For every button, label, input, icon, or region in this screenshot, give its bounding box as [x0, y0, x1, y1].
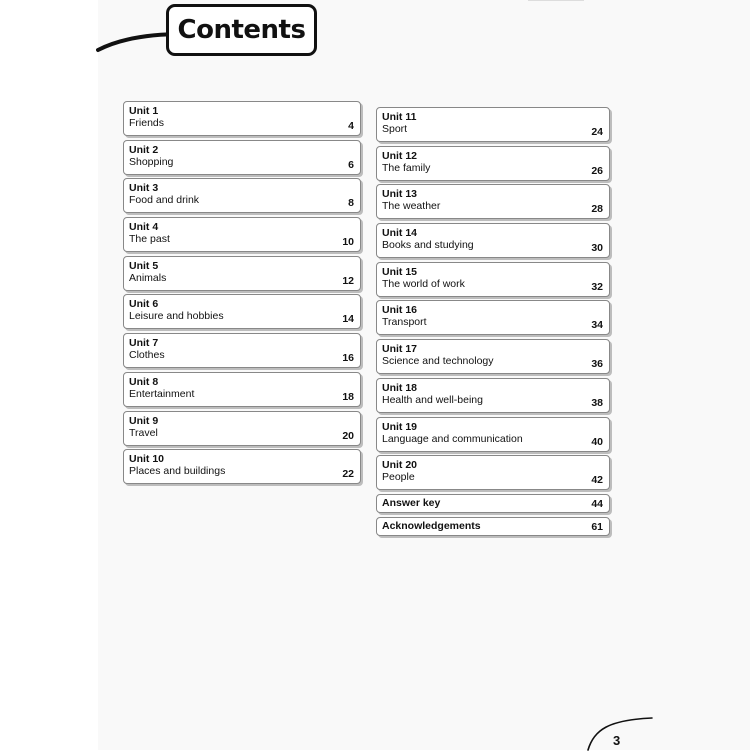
page-reference: 12 [342, 274, 354, 287]
toc-entry-unit-10[interactable] [123, 449, 361, 484]
unit-title: Places and buildings [129, 465, 226, 478]
toc-entry-unit-11[interactable] [376, 107, 610, 142]
page-reference: 10 [342, 236, 354, 249]
page-reference: 38 [591, 396, 603, 409]
unit-title: The weather [382, 200, 441, 213]
unit-number: Unit 16 [382, 304, 418, 317]
unit-title: The family [382, 161, 431, 174]
unit-title: Science and technology [382, 355, 494, 368]
unit-number: Unit 17 [382, 343, 418, 356]
unit-title: Books and studying [382, 239, 474, 252]
unit-number: Unit 3 [129, 182, 159, 195]
page-reference: 34 [591, 319, 603, 332]
page-reference: 24 [591, 126, 603, 138]
faint-header-mark [528, 0, 584, 5]
unit-title: The world of work [382, 277, 465, 290]
toc-entry-unit-20[interactable] [376, 455, 610, 490]
unit-title: The past [129, 233, 170, 246]
page-reference: 61 [591, 520, 603, 533]
unit-number: Unit 18 [382, 381, 418, 394]
toc-entry-unit-9[interactable] [123, 411, 361, 446]
toc-entry-unit-1[interactable] [123, 101, 361, 136]
toc-entry-unit-16[interactable] [376, 300, 610, 335]
page-reference: 36 [591, 358, 603, 371]
unit-number: Unit 1 [129, 105, 159, 117]
unit-title: Travel [129, 426, 158, 439]
page-reference: 30 [591, 242, 603, 255]
unit-title: Clothes [129, 349, 165, 362]
toc-entry-unit-8[interactable] [123, 372, 361, 407]
page-reference: 16 [342, 352, 354, 365]
unit-number: Unit 7 [129, 337, 159, 350]
toc-entry-answer-key[interactable] [376, 494, 610, 513]
unit-number: Unit 6 [129, 298, 159, 311]
unit-title: Animals [129, 271, 167, 284]
toc-entry-unit-14[interactable] [376, 223, 610, 258]
unit-title: Shopping [129, 155, 174, 168]
toc-entry-unit-17[interactable] [376, 339, 610, 374]
page-reference: 6 [348, 158, 354, 171]
toc-entry-unit-19[interactable] [376, 417, 610, 452]
unit-number: Unit 5 [129, 259, 159, 272]
page-number: 3 [613, 733, 621, 748]
unit-title: Food and drink [129, 194, 200, 207]
unit-number: Unit 10 [129, 453, 165, 466]
page-reference: 20 [342, 429, 354, 442]
contents-column-right [376, 107, 610, 540]
toc-entry-unit-5[interactable] [123, 256, 361, 291]
toc-entry-unit-4[interactable] [123, 217, 361, 252]
toc-entry-unit-3[interactable] [123, 178, 361, 213]
unit-number: Unit 15 [382, 265, 418, 278]
unit-number: Unit 20 [382, 459, 418, 472]
page-reference: 32 [591, 280, 603, 293]
page-reference: 42 [591, 474, 603, 487]
unit-title: Leisure and hobbies [129, 310, 224, 323]
toc-entry-unit-2[interactable] [123, 140, 361, 175]
unit-title: Friends [129, 117, 165, 129]
contents-title-box [166, 4, 317, 56]
unit-number: Unit 8 [129, 375, 159, 388]
unit-number: Unit 4 [129, 221, 159, 234]
unit-number: Unit 9 [129, 414, 159, 427]
section-title: Acknowledgements [382, 519, 481, 532]
unit-title: Sport [382, 123, 408, 135]
toc-entry-unit-7[interactable] [123, 333, 361, 368]
unit-title: Entertainment [129, 387, 195, 400]
unit-title: Health and well-being [382, 393, 483, 406]
page-reference: 4 [348, 120, 354, 132]
page-reference: 40 [591, 435, 603, 448]
unit-number: Unit 12 [382, 149, 418, 162]
unit-title: Transport [382, 316, 427, 329]
toc-entry-unit-18[interactable] [376, 378, 610, 413]
toc-entry-unit-13[interactable] [376, 184, 610, 219]
page-reference: 18 [342, 390, 354, 403]
unit-title: Language and communication [382, 432, 523, 445]
contents-column-left [123, 101, 361, 488]
page-reference: 8 [348, 197, 354, 210]
section-title: Answer key [382, 496, 441, 509]
unit-number: Unit 19 [382, 420, 418, 433]
unit-number: Unit 11 [382, 111, 417, 123]
page-reference: 14 [342, 313, 354, 326]
page-reference: 26 [591, 164, 603, 177]
unit-number: Unit 14 [382, 227, 418, 240]
unit-number: Unit 2 [129, 143, 159, 156]
unit-title: People [382, 471, 415, 484]
toc-entry-acknowledgements[interactable] [376, 517, 610, 536]
toc-entry-unit-15[interactable] [376, 262, 610, 297]
page-reference: 28 [591, 203, 603, 216]
page-reference: 22 [342, 468, 354, 481]
unit-number: Unit 13 [382, 188, 418, 201]
toc-entry-unit-6[interactable] [123, 294, 361, 329]
toc-entry-unit-12[interactable] [376, 146, 610, 181]
page-reference: 44 [591, 497, 603, 510]
page-title: Contents [177, 15, 306, 45]
